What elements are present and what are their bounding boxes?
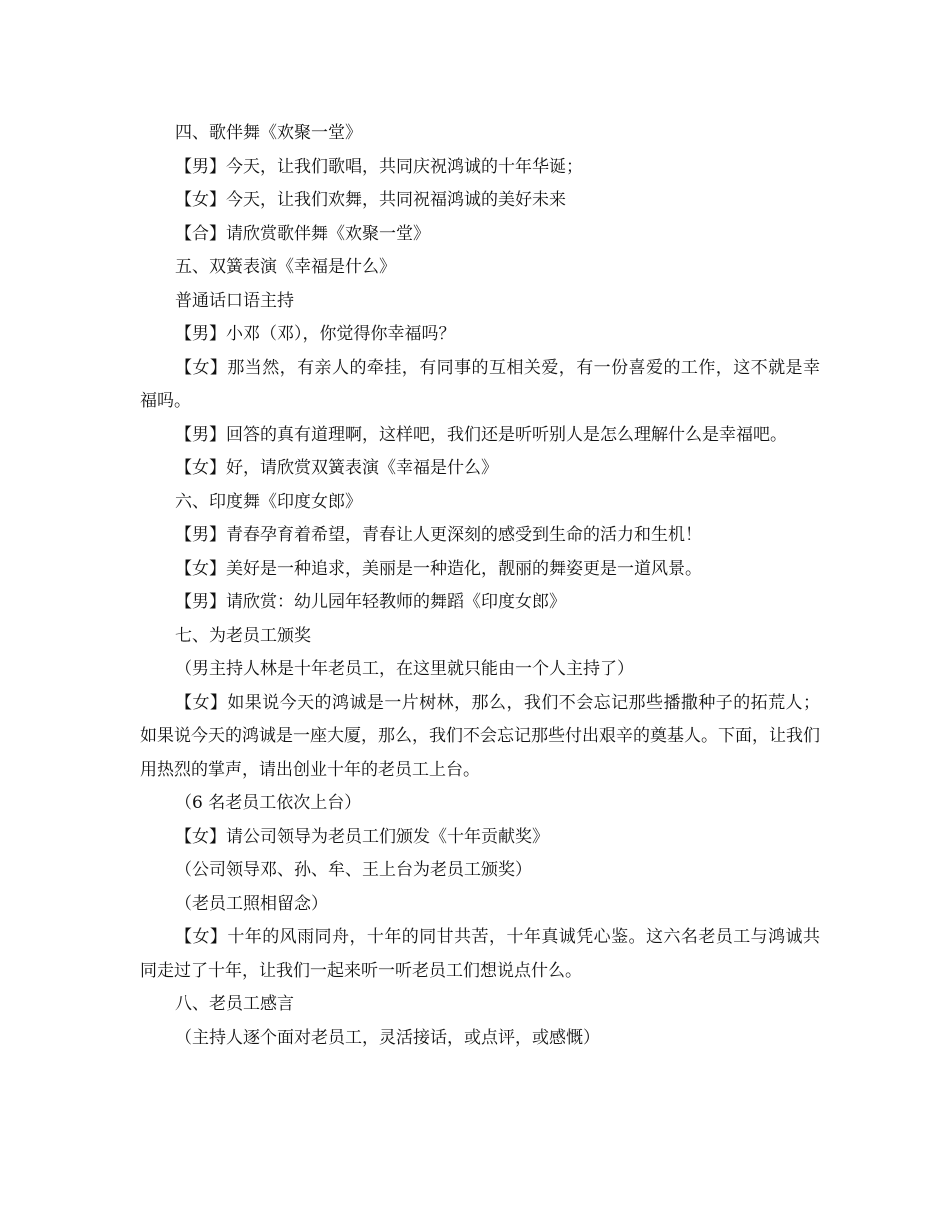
section-heading-7: 七、为老员工颁奖 <box>175 625 311 646</box>
dialogue-line: 【女】美好是一种追求，美丽是一种造化，靓丽的舞姿更是一道风景。 <box>175 558 702 579</box>
document-body <box>140 117 820 1055</box>
dialogue-line: 【男】回答的真有道理啊，这样吧，我们还是听听别人是怎么理解什么是幸福吧。 <box>175 424 787 445</box>
section-heading-5: 五、双簧表演《幸福是什么》 <box>175 257 396 277</box>
stage-note: （主持人逐个面对老员工，灵活接话，或点评，或感慨） <box>175 1027 600 1048</box>
stage-note: （男主持人林是十年老员工，在这里就只能由一个人主持了） <box>175 659 634 679</box>
dialogue-line: 【男】青春孕育着希望，青春让人更深刻的感受到生命的活力和生机！ <box>175 525 702 545</box>
dialogue-line: 【男】今天，让我们歌唱，共同庆祝鸿诚的十年华诞； <box>175 156 583 177</box>
dialogue-line: 【男】请欣赏：幼儿园年轻教师的舞蹈《印度女郎》 <box>175 592 566 612</box>
dialogue-line: 【女】如果说今天的鸿诚是一片树林，那么，我们不会忘记那些播撒种子的拓荒人；如果说今天的鸿诚是一座大厦，那么，我们不会忘记那些付出艰辛的奠基人。下面，让我们用热烈的掌声，请出创业十年的老员工上台。 <box>140 692 820 780</box>
section-heading-6: 六、印度舞《印度女郎》 <box>175 491 362 512</box>
section-heading-4: 四、歌伴舞《欢聚一堂》 <box>175 123 362 143</box>
dialogue-line: 【女】请公司领导为老员工们颁发《十年贡献奖》 <box>175 826 549 847</box>
dialogue-line: 【男】小邓（邓），你觉得你幸福吗？ <box>175 324 456 344</box>
section-heading-8: 八、老员工感言 <box>175 994 294 1014</box>
stage-note: （公司领导邓、孙、牟、王上台为老员工颁奖） <box>175 860 532 880</box>
stage-note: （老员工照相留念） <box>175 893 328 914</box>
stage-note: 普通话口语主持 <box>175 290 294 311</box>
dialogue-line: 【女】好，请欣赏双簧表演《幸福是什么》 <box>175 458 498 478</box>
stage-note: （6 名老员工依次上台） <box>175 793 362 813</box>
dialogue-line: 【女】今天，让我们欢舞，共同祝福鸿诚的美好未来 <box>175 190 566 210</box>
dialogue-line: 【合】请欣赏歌伴舞《欢聚一堂》 <box>175 223 430 244</box>
dialogue-line: 【女】那当然，有亲人的牵挂，有同事的互相关爱，有一份喜爱的工作，这不就是幸福吗。 <box>140 357 820 411</box>
dialogue-line: 【女】十年的风雨同舟，十年的同甘共苦，十年真诚凭心鉴。这六名老员工与鸿诚共同走过了十年，让我们一起来听一听老员工们想说点什么。 <box>140 927 820 981</box>
